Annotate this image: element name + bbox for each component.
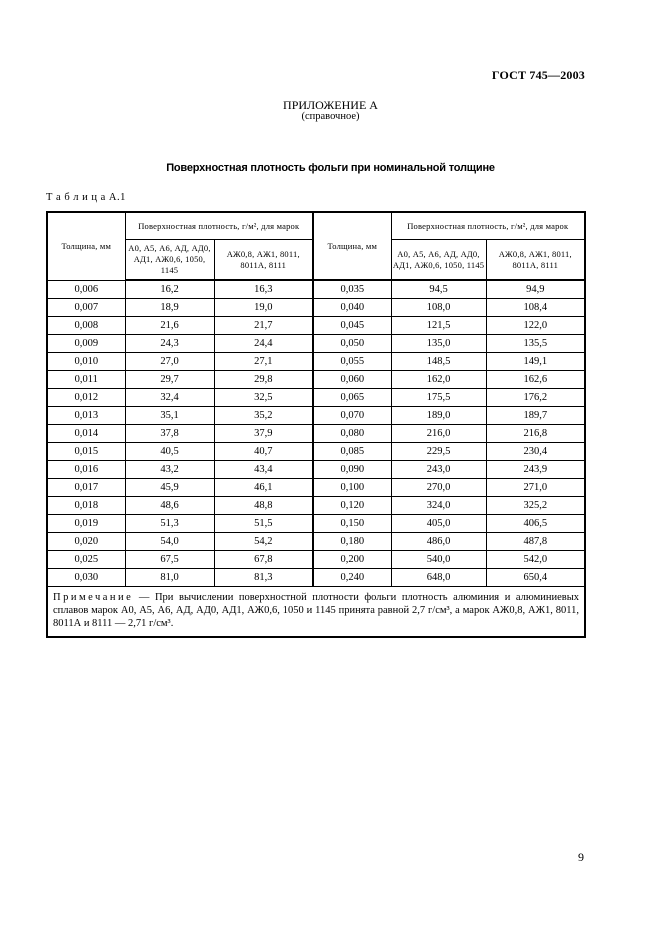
cell-grade-b-left: 46,1 (214, 479, 313, 497)
cell-thickness-right: 0,040 (313, 299, 391, 317)
cell-thickness-left: 0,012 (47, 389, 125, 407)
table-row (47, 425, 585, 443)
cell-grade-a-left: 37,8 (125, 425, 214, 443)
table-row (47, 443, 585, 461)
table-body (47, 280, 585, 587)
cell-grade-a-right: 648,0 (391, 569, 486, 587)
cell-grade-a-right: 324,0 (391, 497, 486, 515)
cell-grade-a-left: 35,1 (125, 407, 214, 425)
cell-thickness-left: 0,007 (47, 299, 125, 317)
cell-grade-b-right: 406,5 (486, 515, 585, 533)
standard-code: ГОСТ 745—2003 (491, 68, 585, 82)
cell-grade-b-left: 54,2 (214, 533, 313, 551)
table-title: Поверхностная плотность фольги при номинальной толщине (166, 162, 495, 174)
cell-thickness-right: 0,035 (313, 280, 391, 299)
cell-grade-a-left: 24,3 (125, 335, 214, 353)
cell-grade-b-left: 67,8 (214, 551, 313, 569)
cell-thickness-right: 0,240 (313, 569, 391, 587)
cell-grade-b-left: 51,5 (214, 515, 313, 533)
cell-grade-a-right: 94,5 (391, 280, 486, 299)
header-density-group-right: Поверхностная плотность, г/м², для марок (391, 212, 585, 240)
cell-thickness-left: 0,030 (47, 569, 125, 587)
cell-grade-a-left: 54,0 (125, 533, 214, 551)
cell-grade-b-right: 542,0 (486, 551, 585, 569)
appendix-subtitle: (справочное) (301, 111, 360, 122)
cell-grade-a-right: 270,0 (391, 479, 486, 497)
cell-thickness-left: 0,014 (47, 425, 125, 443)
cell-grade-a-left: 27,0 (125, 353, 214, 371)
table-row (47, 515, 585, 533)
cell-thickness-right: 0,150 (313, 515, 391, 533)
table-row (47, 371, 585, 389)
table-row (47, 551, 585, 569)
table-row (47, 335, 585, 353)
cell-thickness-left: 0,015 (47, 443, 125, 461)
cell-grade-a-left: 48,6 (125, 497, 214, 515)
cell-grade-a-left: 16,2 (125, 280, 214, 299)
cell-grade-a-left: 32,4 (125, 389, 214, 407)
cell-grade-b-left: 16,3 (214, 280, 313, 299)
cell-thickness-right: 0,055 (313, 353, 391, 371)
cell-grade-a-right: 243,0 (391, 461, 486, 479)
table-row (47, 533, 585, 551)
cell-grade-b-right: 189,7 (486, 407, 585, 425)
cell-grade-b-right: 650,4 (486, 569, 585, 587)
cell-grade-b-left: 35,2 (214, 407, 313, 425)
cell-grade-b-left: 19,0 (214, 299, 313, 317)
table-row (47, 280, 585, 299)
cell-grade-a-right: 108,0 (391, 299, 486, 317)
cell-grade-a-right: 148,5 (391, 353, 486, 371)
cell-thickness-left: 0,018 (47, 497, 125, 515)
cell-grade-a-left: 67,5 (125, 551, 214, 569)
cell-grade-a-right: 540,0 (391, 551, 486, 569)
cell-grade-b-left: 29,8 (214, 371, 313, 389)
header-grades-b-right: АЖ0,8, АЖ1, 8011, 8011А, 8111 (486, 240, 585, 281)
cell-grade-b-left: 37,9 (214, 425, 313, 443)
cell-grade-b-right: 108,4 (486, 299, 585, 317)
table-note (47, 587, 585, 638)
cell-thickness-left: 0,020 (47, 533, 125, 551)
cell-grade-b-right: 162,6 (486, 371, 585, 389)
cell-grade-a-right: 486,0 (391, 533, 486, 551)
cell-grade-b-right: 271,0 (486, 479, 585, 497)
table-header (47, 212, 585, 280)
header-grades-b-left: АЖ0,8, АЖ1, 8011, 8011А, 8111 (214, 240, 313, 281)
cell-grade-a-right: 175,5 (391, 389, 486, 407)
cell-grade-b-right: 216,8 (486, 425, 585, 443)
header-density-group-left: Поверхностная плотность, г/м², для марок (125, 212, 313, 240)
cell-thickness-right: 0,060 (313, 371, 391, 389)
cell-thickness-right: 0,090 (313, 461, 391, 479)
cell-grade-b-right: 243,9 (486, 461, 585, 479)
cell-grade-b-right: 122,0 (486, 317, 585, 335)
cell-thickness-right: 0,085 (313, 443, 391, 461)
page-number: 9 (578, 850, 584, 864)
cell-thickness-left: 0,008 (47, 317, 125, 335)
cell-grade-b-right: 135,5 (486, 335, 585, 353)
cell-thickness-right: 0,080 (313, 425, 391, 443)
cell-grade-a-left: 40,5 (125, 443, 214, 461)
cell-grade-a-right: 135,0 (391, 335, 486, 353)
cell-grade-b-left: 43,4 (214, 461, 313, 479)
cell-thickness-right: 0,070 (313, 407, 391, 425)
cell-thickness-left: 0,017 (47, 479, 125, 497)
appendix-title: ПРИЛОЖЕНИЕ А (283, 98, 378, 112)
table-note-row (47, 587, 585, 638)
header-grades-a-left: А0, А5, А6, АД, АД0, АД1, АЖ0,6, 1050, 1145 (125, 240, 214, 281)
cell-grade-a-left: 18,9 (125, 299, 214, 317)
cell-thickness-right: 0,065 (313, 389, 391, 407)
cell-grade-a-left: 81,0 (125, 569, 214, 587)
cell-thickness-right: 0,050 (313, 335, 391, 353)
table-row (47, 497, 585, 515)
note-text: — При вычислении поверхностной плотности фольги плотность алюминия и алюминиевых сплавов марок А0, А5, А6, АД, АД0, АД1, АЖ0,6, 1050 и 1145 принята равной 2,7 г/см³, а марок АЖ0,8, АЖ1, 8011, 8011А и 8111 — 2,71 г/см³. (53, 592, 580, 629)
cell-thickness-right: 0,100 (313, 479, 391, 497)
cell-grade-b-left: 27,1 (214, 353, 313, 371)
cell-thickness-left: 0,009 (47, 335, 125, 353)
cell-thickness-right: 0,045 (313, 317, 391, 335)
cell-thickness-left: 0,025 (47, 551, 125, 569)
cell-grade-a-left: 43,2 (125, 461, 214, 479)
cell-grade-a-left: 45,9 (125, 479, 214, 497)
table-row (47, 389, 585, 407)
cell-grade-a-right: 189,0 (391, 407, 486, 425)
cell-thickness-left: 0,016 (47, 461, 125, 479)
cell-grade-b-right: 149,1 (486, 353, 585, 371)
cell-grade-b-right: 325,2 (486, 497, 585, 515)
cell-grade-b-left: 32,5 (214, 389, 313, 407)
cell-thickness-left: 0,010 (47, 353, 125, 371)
note-label: Примечание (53, 592, 134, 603)
density-table (46, 211, 586, 638)
table-row (47, 299, 585, 317)
cell-thickness-left: 0,013 (47, 407, 125, 425)
cell-grade-b-right: 487,8 (486, 533, 585, 551)
cell-thickness-left: 0,019 (47, 515, 125, 533)
cell-thickness-right: 0,120 (313, 497, 391, 515)
cell-grade-a-right: 229,5 (391, 443, 486, 461)
header-thickness-left: Толщина, мм (47, 212, 125, 280)
cell-grade-b-left: 40,7 (214, 443, 313, 461)
cell-grade-b-left: 21,7 (214, 317, 313, 335)
table-row (47, 407, 585, 425)
cell-grade-a-right: 216,0 (391, 425, 486, 443)
cell-thickness-left: 0,011 (47, 371, 125, 389)
cell-thickness-right: 0,180 (313, 533, 391, 551)
cell-grade-a-left: 21,6 (125, 317, 214, 335)
cell-grade-b-left: 81,3 (214, 569, 313, 587)
cell-grade-a-left: 29,7 (125, 371, 214, 389)
table-row (47, 317, 585, 335)
cell-grade-b-right: 176,2 (486, 389, 585, 407)
cell-grade-a-left: 51,3 (125, 515, 214, 533)
table-row (47, 353, 585, 371)
cell-grade-b-left: 24,4 (214, 335, 313, 353)
cell-grade-b-right: 94,9 (486, 280, 585, 299)
cell-grade-b-left: 48,8 (214, 497, 313, 515)
cell-grade-a-right: 162,0 (391, 371, 486, 389)
cell-grade-a-right: 405,0 (391, 515, 486, 533)
table-row (47, 461, 585, 479)
table-row (47, 479, 585, 497)
header-thickness-right: Толщина, мм (313, 212, 391, 280)
table-row (47, 569, 585, 587)
cell-thickness-left: 0,006 (47, 280, 125, 299)
cell-grade-a-right: 121,5 (391, 317, 486, 335)
cell-grade-b-right: 230,4 (486, 443, 585, 461)
header-grades-a-right: А0, А5, А6, АД, АД0, АД1, АЖ0,6, 1050, 1145 (391, 240, 486, 281)
cell-thickness-right: 0,200 (313, 551, 391, 569)
table-label: Т а б л и ц а А.1 (46, 192, 126, 203)
